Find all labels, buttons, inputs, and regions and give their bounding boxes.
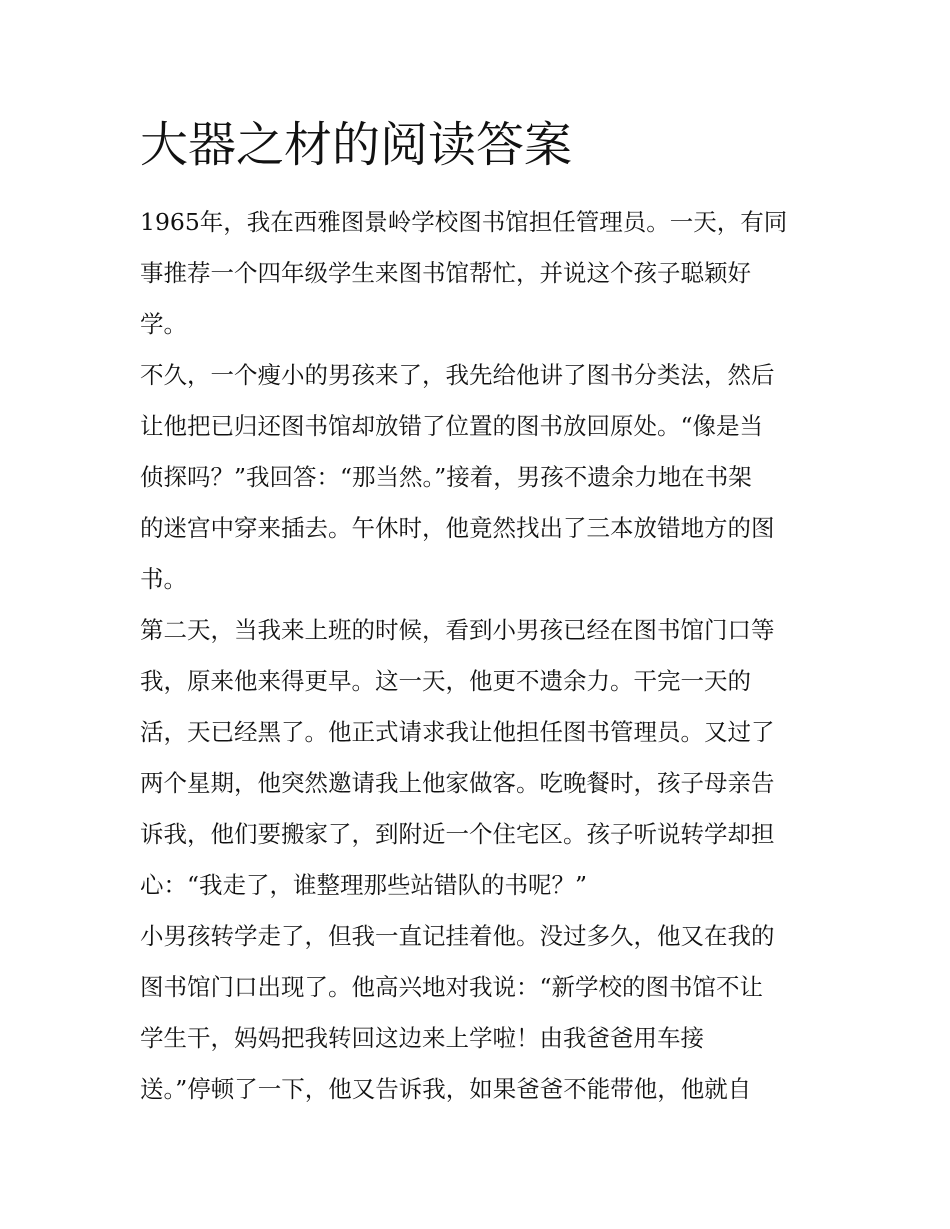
text-line: 活，天已经黑了。他正式请求我让他担任图书管理员。又过了 [140,718,775,746]
text-line: 让他把已归还图书馆却放错了位置的图书放回原处。“像是当 [140,412,764,440]
text-line: 学生干，妈妈把我转回这边来上学啦！由我爸爸用车接 [140,1024,704,1052]
text-line: 事推荐一个四年级学生来图书馆帮忙，并说这个孩子聪颖好 [140,259,751,287]
text-line: 图书馆门口出现了。他高兴地对我说：“新学校的图书馆不让 [140,973,764,1001]
text-line: 侦探吗？”我回答：“那当然。”接着，男孩不遗余力地在书架 [140,463,752,491]
text-line: 诉我，他们要搬家了，到附近一个住宅区。孩子听说转学却担 [140,820,775,848]
document-title: 大器之材的阅读答案 [140,117,573,173]
text-line: 心：“我走了，谁整理那些站错队的书呢？” [140,871,588,899]
text-line: 小男孩转学走了，但我一直记挂着他。没过多久，他又在我的 [140,922,775,950]
text-line: 书。 [140,565,187,593]
text-line: 我，原来他来得更早。这一天，他更不遗余力。干完一天的 [140,667,751,695]
text-line: 1965年，我在西雅图景岭学校图书馆担任管理员。一天，有同 [140,208,788,236]
text-line: 两个星期，他突然邀请我上他家做客。吃晚餐时，孩子母亲告 [140,769,775,797]
text-line: 的迷宫中穿来插去。午休时，他竟然找出了三本放错地方的图 [140,514,775,542]
text-line: 送。”停顿了一下，他又告诉我，如果爸爸不能带他，他就自 [140,1075,752,1103]
text-line: 第二天，当我来上班的时候，看到小男孩已经在图书馆门口等 [140,616,775,644]
text-line: 学。 [140,310,187,338]
document-body [140,197,830,1115]
text-line: 不久，一个瘦小的男孩来了，我先给他讲了图书分类法，然后 [140,361,775,389]
